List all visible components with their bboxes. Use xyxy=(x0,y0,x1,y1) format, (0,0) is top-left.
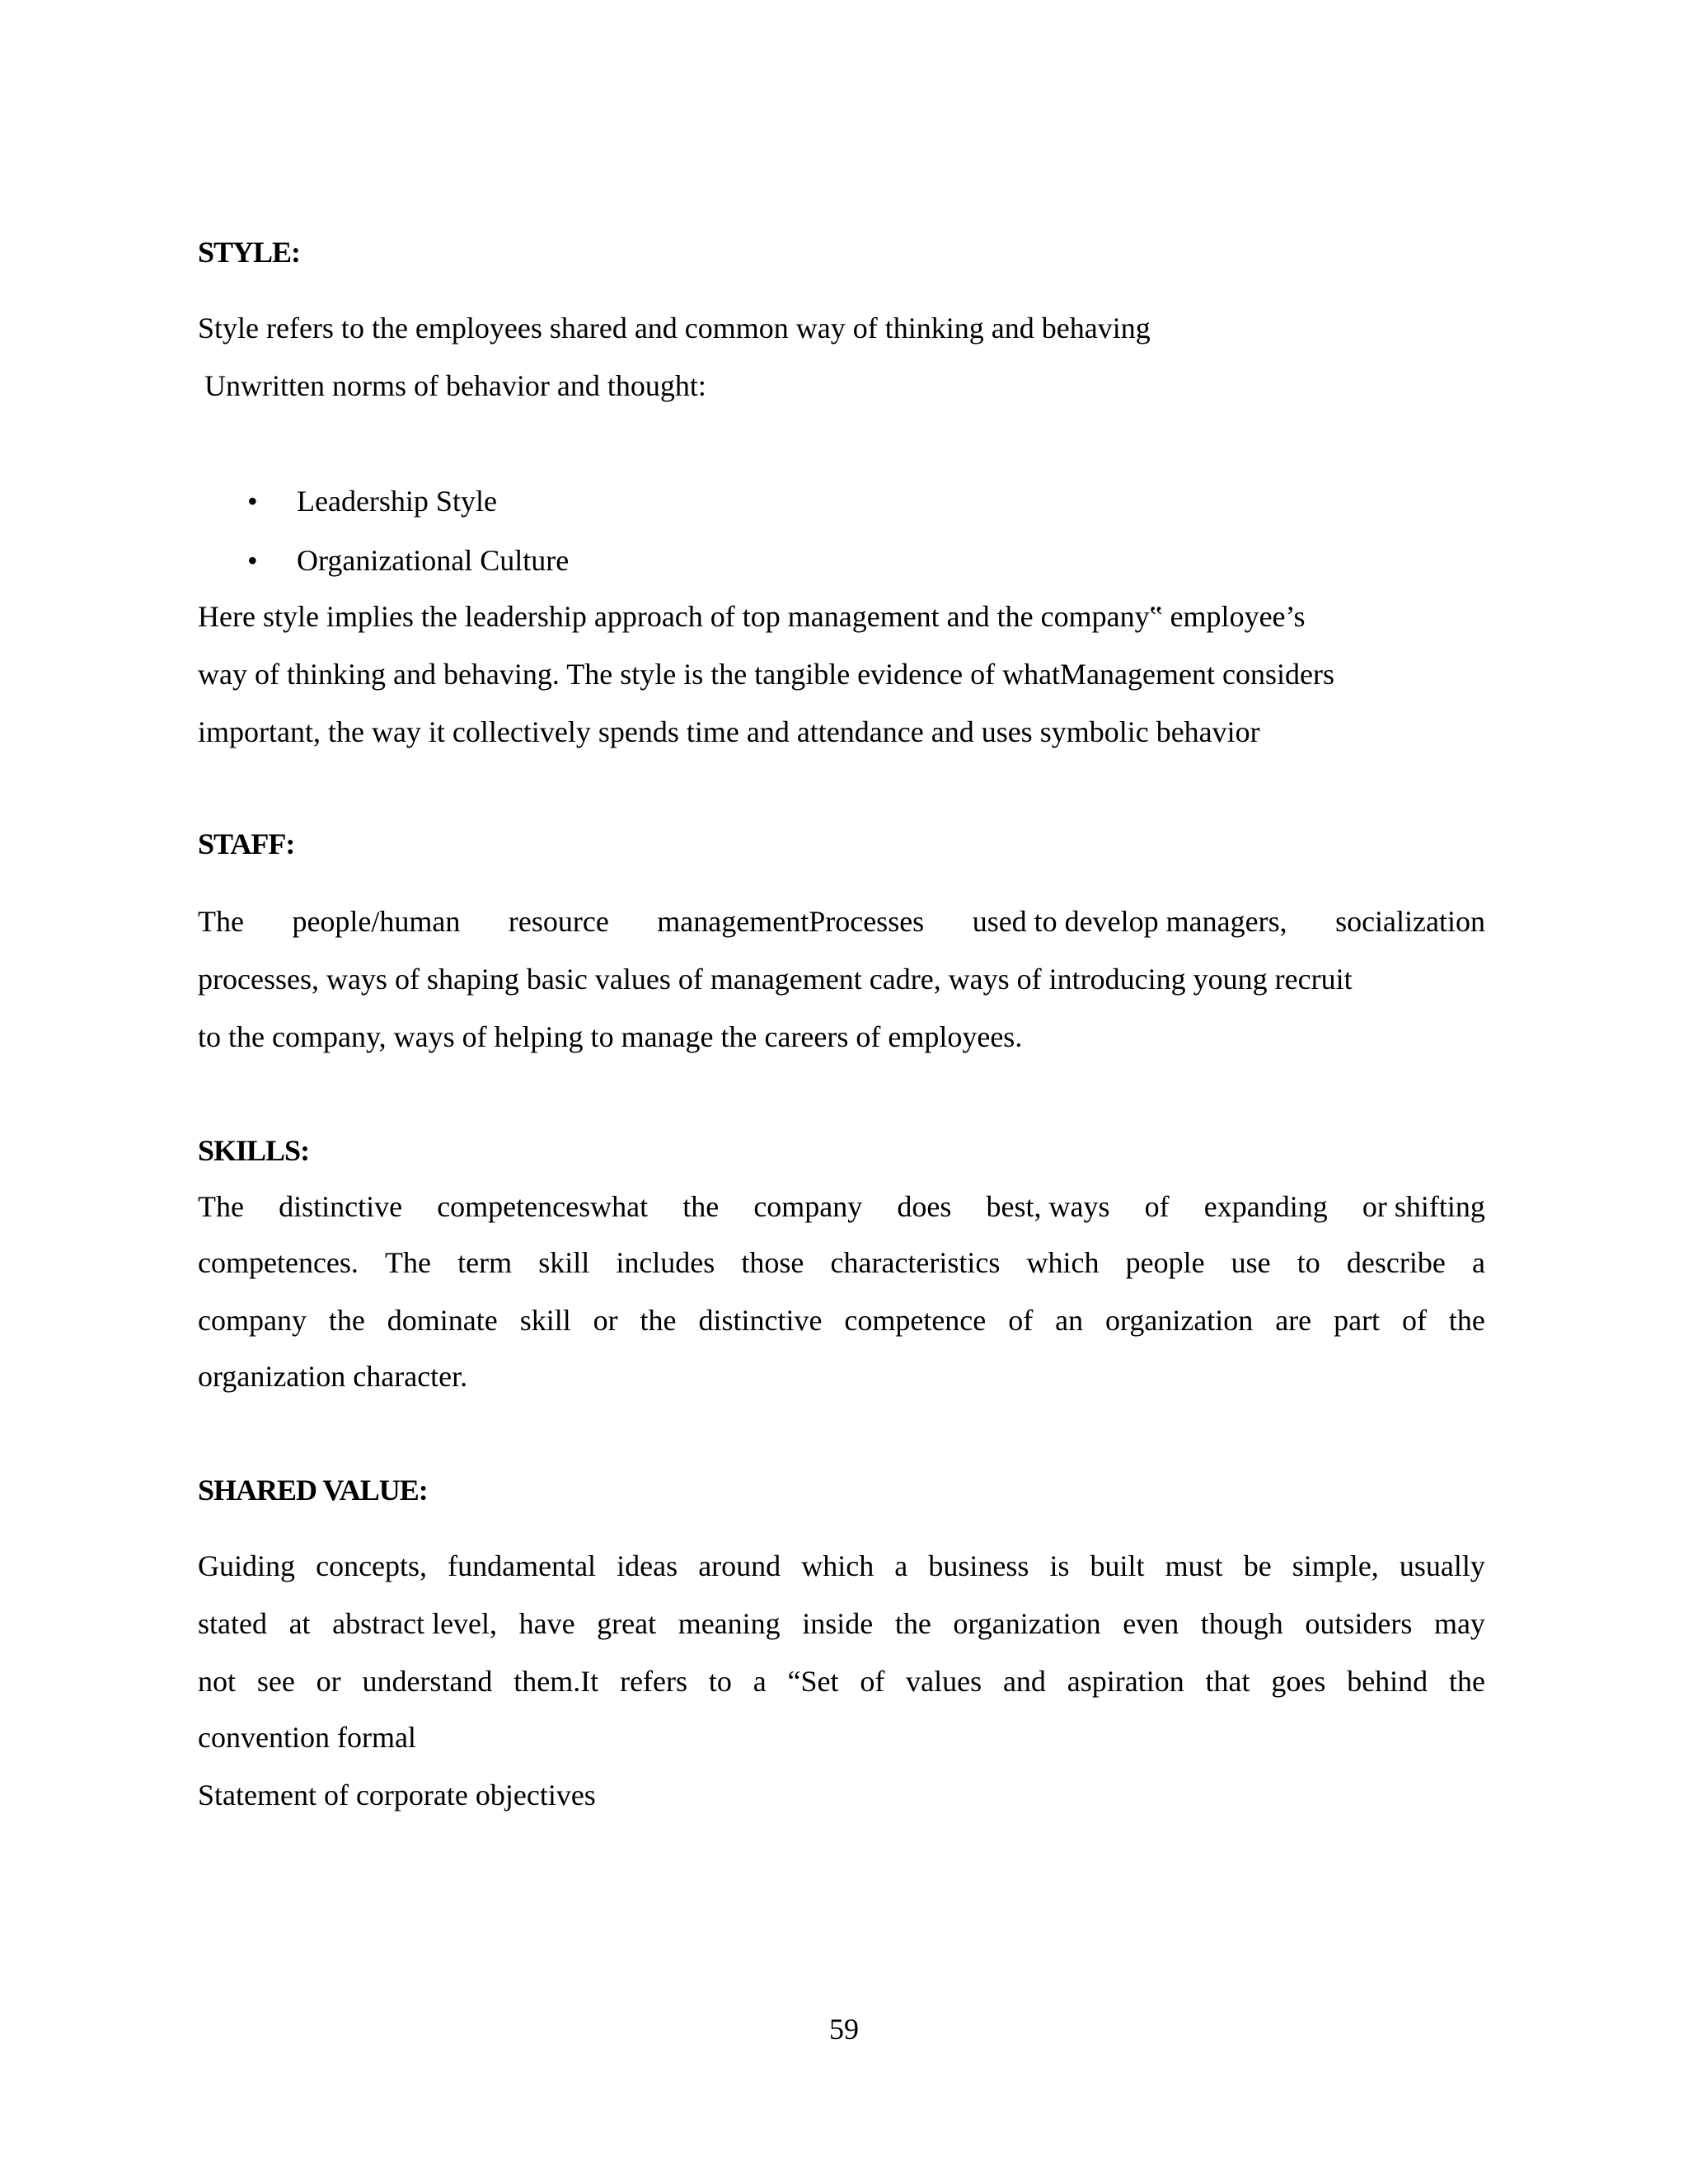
skills-line-3-word: organization xyxy=(1105,1304,1254,1337)
shared-value-line-2-word: though xyxy=(1200,1607,1283,1640)
skills-line-3-word: competence xyxy=(844,1304,987,1337)
shared-value-line-2-word: at xyxy=(288,1607,311,1640)
shared-value-line-1-word: around xyxy=(698,1549,781,1582)
bullet-dot-icon: • xyxy=(247,485,258,518)
skills-line-4: organization character. xyxy=(198,1360,468,1393)
shared-value-line-3-word: of xyxy=(860,1665,885,1698)
shared-value-line-3-word: or xyxy=(316,1665,341,1698)
shared-value-line-1-word: a xyxy=(894,1549,908,1582)
skills-line-1-word: best, ways xyxy=(986,1190,1110,1223)
shared-value-line-2-word: great xyxy=(597,1607,657,1640)
shared-value-line-5: Statement of corporate objectives xyxy=(198,1779,596,1811)
skills-line-1-word: competenceswhat xyxy=(437,1190,649,1223)
skills-line-2-word: The xyxy=(385,1246,431,1279)
staff-line-1-word: The xyxy=(198,905,244,938)
shared-value-line-3-word: and xyxy=(1002,1665,1046,1698)
skills-line-2-word: to xyxy=(1296,1246,1320,1279)
shared-value-line-3-word: goes xyxy=(1271,1665,1326,1698)
shared-value-line-3-word: the xyxy=(1449,1665,1485,1698)
shared-value-line-1-word: must xyxy=(1165,1549,1223,1582)
shared-value-line-1-word: built xyxy=(1090,1549,1145,1582)
shared-value-line-1-word: be xyxy=(1243,1549,1272,1582)
bullet-dot-icon: • xyxy=(247,544,258,577)
skills-line-1-word: does xyxy=(897,1190,952,1223)
skills-line-3-word: the xyxy=(640,1304,677,1337)
staff-line-1-word: people/human xyxy=(292,905,461,938)
style-para-line-1: Here style implies the leadership approach of top management and the company‟ employee’s xyxy=(198,600,1306,633)
page-number: 59 xyxy=(829,2013,859,2046)
staff-line-3: to the company, ways of helping to manage the careers of employees. xyxy=(198,1020,1023,1053)
skills-line-3-word: company xyxy=(198,1304,307,1337)
skills-line-2-word: a xyxy=(1471,1246,1485,1279)
shared-value-line-1-word: simple, xyxy=(1292,1549,1379,1582)
skills-line-2-word: which xyxy=(1026,1246,1100,1279)
shared-value-line-1-word: is xyxy=(1049,1549,1070,1582)
staff-line-1-word: socialization xyxy=(1335,905,1485,938)
shared-value-line-1-word: usually xyxy=(1399,1549,1485,1582)
skills-line-2-word: people xyxy=(1125,1246,1205,1279)
shared-value-line-3-word: to xyxy=(708,1665,732,1698)
style-heading: STYLE: xyxy=(198,236,301,269)
style-para-line-2: way of thinking and behaving. The style is the tangible evidence of whatManagement considers xyxy=(198,658,1334,691)
shared-value-line-3-word: aspiration xyxy=(1067,1665,1184,1698)
staff-heading: STAFF: xyxy=(198,827,295,860)
bullet-leadership-style: Leadership Style xyxy=(297,485,497,518)
skills-line-2 xyxy=(198,1243,1485,1282)
shared-value-line-1-word: Guiding xyxy=(198,1549,296,1582)
shared-value-line-2 xyxy=(198,1604,1485,1643)
shared-value-heading: SHARED VALUE: xyxy=(198,1474,428,1507)
skills-line-3-word: part xyxy=(1334,1304,1381,1337)
skills-line-2-word: use xyxy=(1231,1246,1271,1279)
shared-value-line-1-word: business xyxy=(928,1549,1029,1582)
shared-value-line-1-word: ideas xyxy=(617,1549,678,1582)
shared-value-line-2-word: organization xyxy=(953,1607,1101,1640)
skills-line-2-word: those xyxy=(741,1246,804,1279)
shared-value-line-2-word: have xyxy=(518,1607,575,1640)
shared-value-line-3-word: them.It xyxy=(513,1665,599,1698)
staff-line-1 xyxy=(198,902,1485,941)
shared-value-line-2-word: even xyxy=(1123,1607,1179,1640)
shared-value-line-3-word: values xyxy=(906,1665,982,1698)
shared-value-line-2-word: may xyxy=(1433,1607,1485,1640)
skills-line-2-word: characteristics xyxy=(830,1246,1001,1279)
shared-value-line-3-word: “Set xyxy=(787,1665,839,1698)
shared-value-line-2-word: meaning xyxy=(678,1607,781,1640)
skills-line-3-word: the xyxy=(1448,1304,1485,1337)
shared-value-line-1-word: fundamental xyxy=(448,1549,597,1582)
shared-value-line-2-word: inside xyxy=(802,1607,874,1640)
skills-heading: SKILLS: xyxy=(198,1134,310,1167)
shared-value-line-1-word: concepts, xyxy=(316,1549,428,1582)
skills-line-3-word: distinctive xyxy=(698,1304,823,1337)
shared-value-line-2-word: the xyxy=(894,1607,931,1640)
staff-line-1-word: resource xyxy=(508,905,609,938)
skills-line-2-word: includes xyxy=(616,1246,715,1279)
shared-value-line-3-word: behind xyxy=(1347,1665,1428,1698)
skills-line-1-word: distinctive xyxy=(279,1190,403,1223)
skills-line-1-word: company xyxy=(753,1190,863,1223)
style-line-1: Style refers to the employees shared and common way of thinking and behaving xyxy=(198,312,1151,344)
staff-line-1-word: managementProcesses xyxy=(657,905,925,938)
skills-line-3-word: an xyxy=(1055,1304,1084,1337)
skills-line-1-word: the xyxy=(682,1190,720,1223)
shared-value-line-3-word: that xyxy=(1205,1665,1250,1698)
shared-value-line-3-word: understand xyxy=(362,1665,493,1698)
shared-value-line-3-word: refers xyxy=(620,1665,688,1698)
shared-value-line-1 xyxy=(198,1546,1485,1586)
skills-line-1-word: or shifting xyxy=(1362,1190,1485,1223)
skills-line-2-word: skill xyxy=(538,1246,590,1279)
staff-line-2: processes, ways of shaping basic values of management cadre, ways of introducing young recruit xyxy=(198,963,1353,996)
skills-line-3-word: are xyxy=(1275,1304,1312,1337)
skills-line-3 xyxy=(198,1301,1485,1340)
skills-line-1-word: expanding xyxy=(1203,1190,1328,1223)
skills-line-2-word: describe xyxy=(1346,1246,1446,1279)
style-para-line-3: important, the way it collectively spends time and attendance and uses symbolic behavior xyxy=(198,715,1260,748)
skills-line-3-word: of xyxy=(1008,1304,1034,1337)
shared-value-line-3 xyxy=(198,1661,1485,1701)
shared-value-line-2-word: stated xyxy=(198,1607,267,1640)
shared-value-line-2-word: outsiders xyxy=(1305,1607,1413,1640)
skills-line-2-word: term xyxy=(457,1246,513,1279)
shared-value-line-3-word: see xyxy=(256,1665,295,1698)
staff-line-1-word: used to develop managers, xyxy=(972,905,1287,938)
skills-line-3-word: or xyxy=(593,1304,618,1337)
shared-value-line-4: convention formal xyxy=(198,1721,416,1754)
skills-line-3-word: dominate xyxy=(387,1304,498,1337)
shared-value-line-3-word: not xyxy=(198,1665,237,1698)
skills-line-3-word: of xyxy=(1401,1304,1427,1337)
skills-line-1-word: The xyxy=(198,1190,244,1223)
shared-value-line-1-word: which xyxy=(801,1549,874,1582)
bullet-organizational-culture: Organizational Culture xyxy=(297,544,570,577)
skills-line-3-word: the xyxy=(328,1304,365,1337)
skills-line-1-word: of xyxy=(1144,1190,1170,1223)
skills-line-1 xyxy=(198,1187,1485,1226)
skills-line-2-word: competences. xyxy=(198,1246,359,1279)
shared-value-line-2-word: abstract level, xyxy=(332,1607,498,1640)
skills-line-3-word: skill xyxy=(519,1304,571,1337)
shared-value-line-3-word: a xyxy=(753,1665,767,1698)
style-line-2: Unwritten norms of behavior and thought: xyxy=(204,369,706,402)
